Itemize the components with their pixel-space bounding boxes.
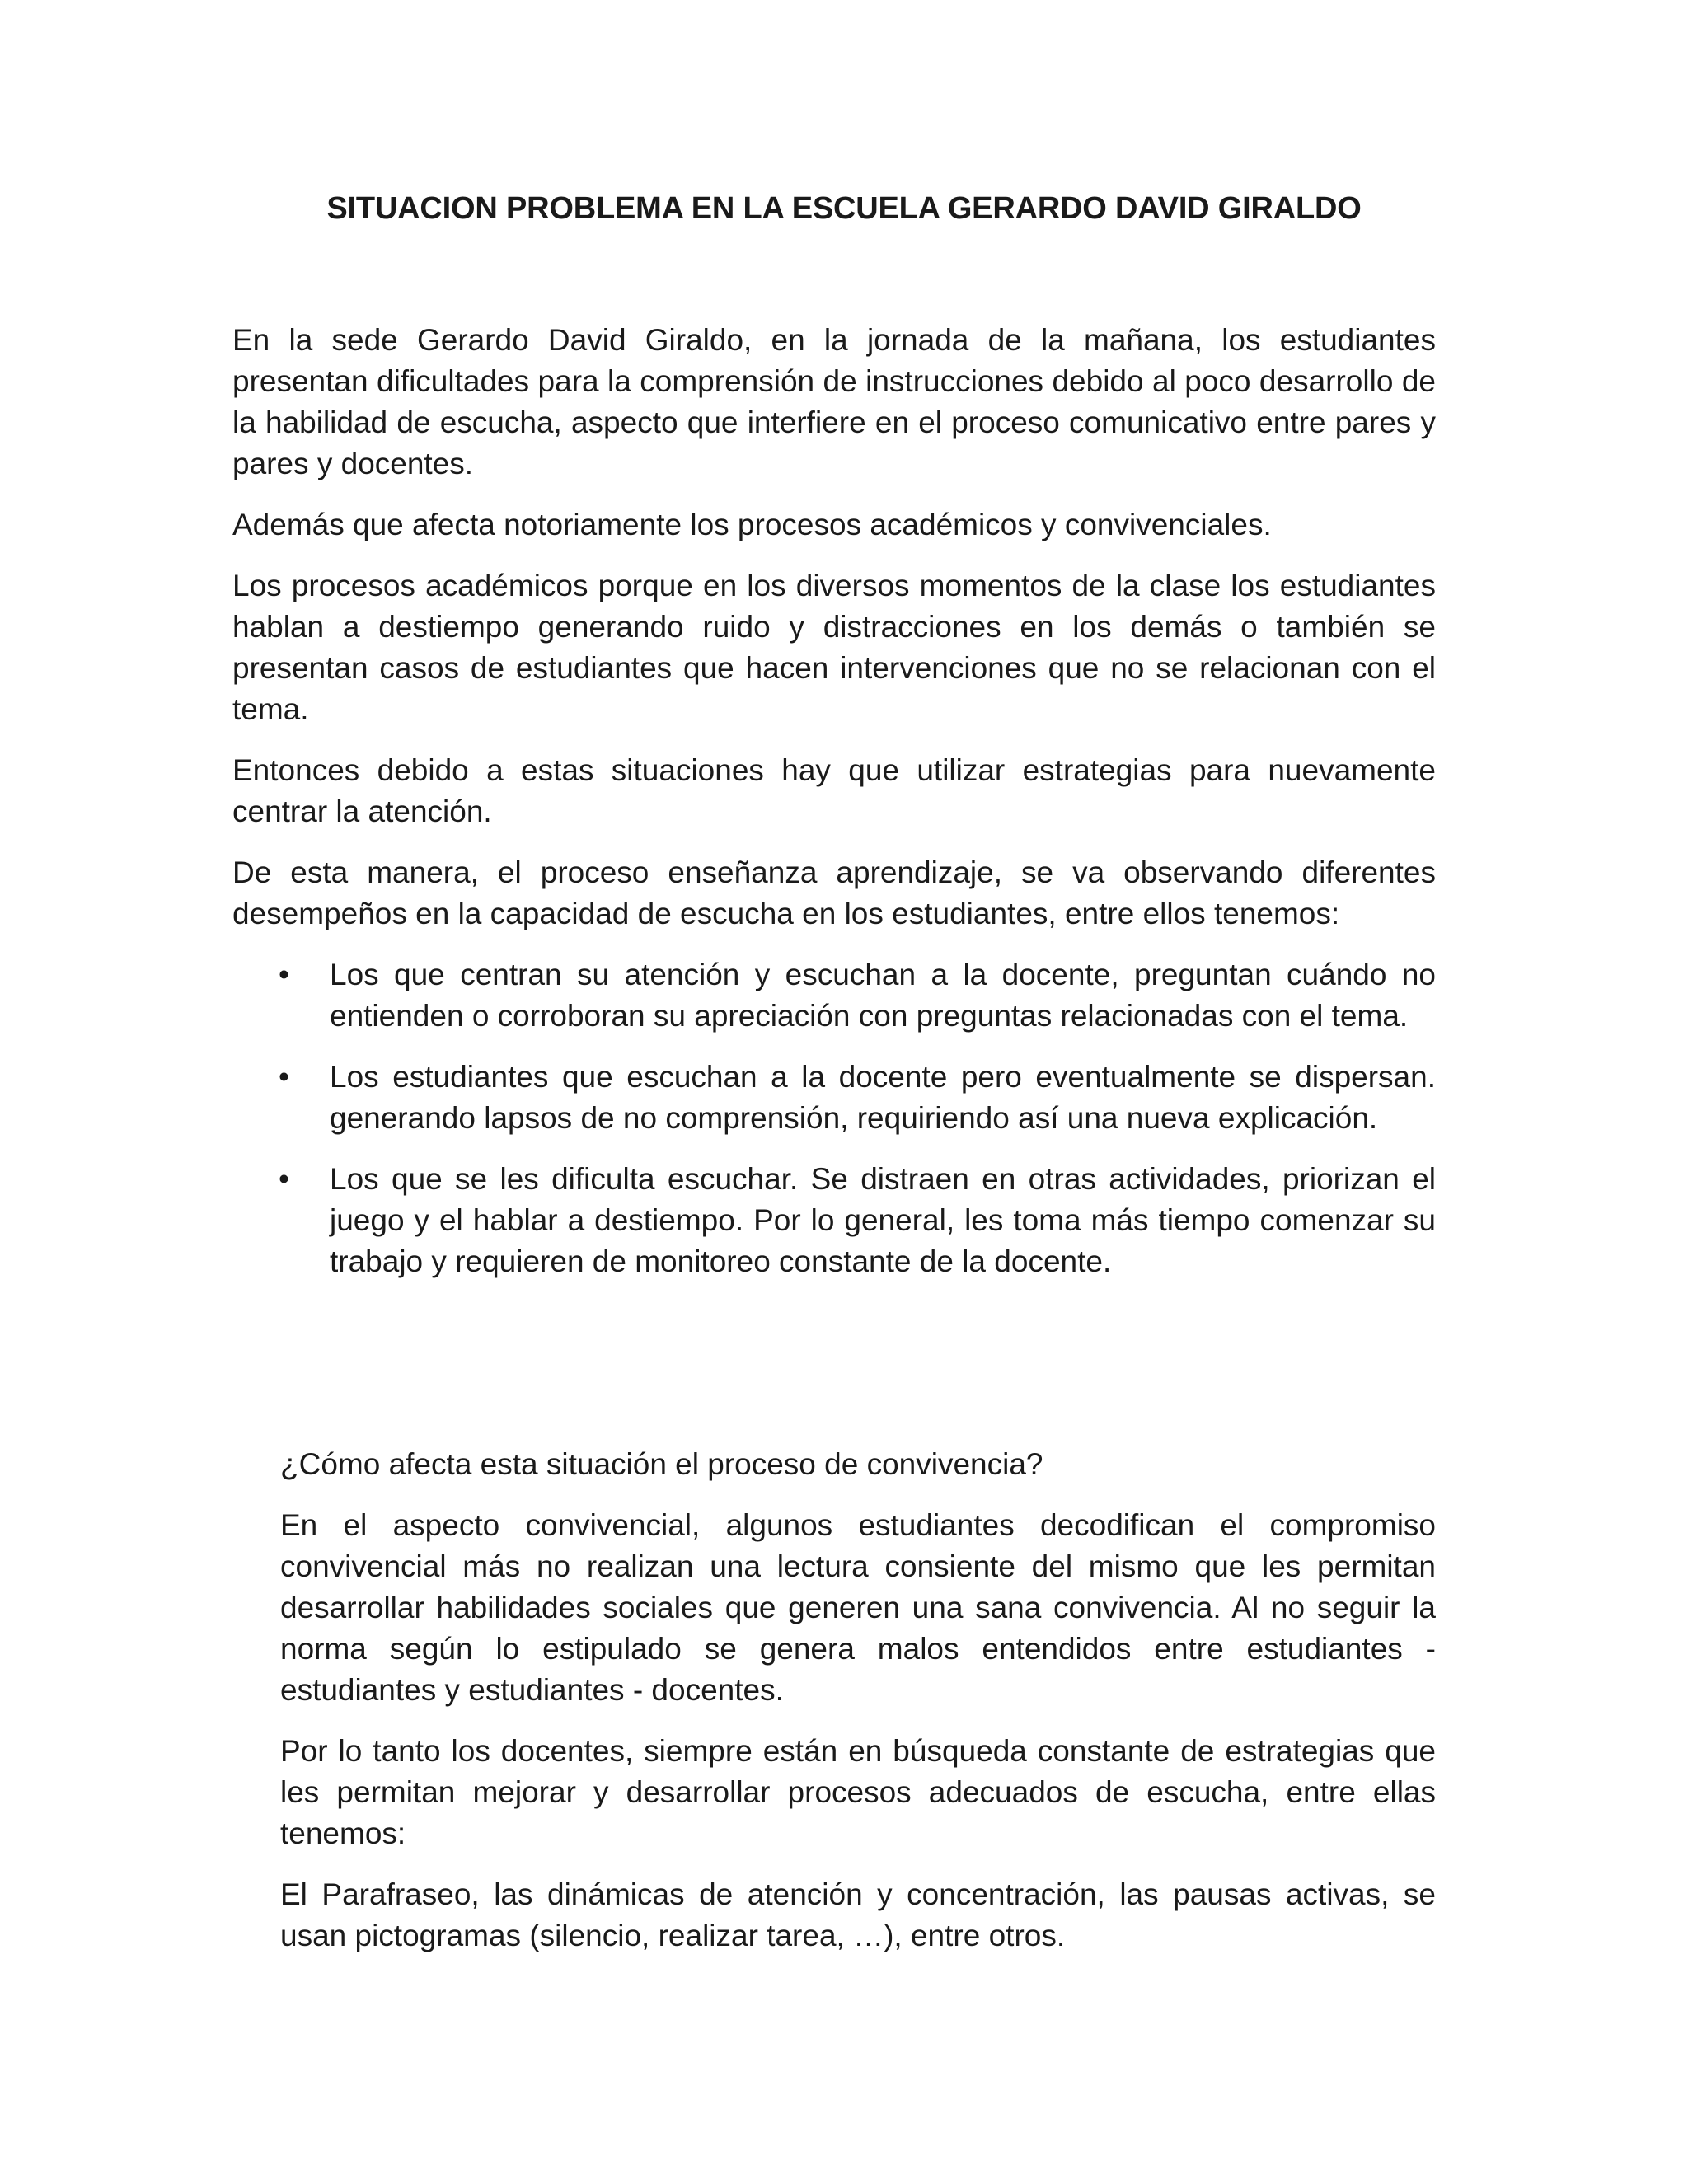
bullet-icon: • (279, 958, 289, 991)
paragraph-academic: Los procesos académicos porque en los diversos momentos de la clase los estudiantes hablan a destiempo generando ruido y distracciones en los demás o también se presentan casos de estudiantes que hacen intervenciones que no se relacionan con el tema. (232, 569, 1436, 726)
paragraph-strategies: Entonces debido a estas situaciones hay que utilizar estrategias para nuevamente centrar la atención. (232, 753, 1436, 828)
paragraph-parafraseo: El Parafraseo, las dinámicas de atención y concentración, las pausas activas, se usan pictogramas (silencio, realizar tarea, …), entre otros. (280, 1877, 1436, 1952)
bullet-icon: • (279, 1060, 289, 1094)
bullet-icon: • (279, 1162, 289, 1196)
document-title: SITUACION PROBLEMA EN LA ESCUELA GERARDO DAVID GIRALDO (326, 191, 1362, 226)
bullet-list (232, 954, 1436, 1282)
list-item (232, 1057, 1436, 1139)
convivencia-section (280, 1444, 1436, 1976)
paragraph-intro: En la sede Gerardo David Giraldo, en la jornada de la mañana, los estudiantes presentan dificultades para la comprensión de instrucciones debido al poco desarrollo de la habilidad de escucha, aspecto que interfiere en el proceso comunicativo entre pares y pares y docentes. (232, 323, 1436, 480)
list-item-text: Los estudiantes que escuchan a la docente pero eventualmente se dispersan. generando lapsos de no comprensión, requiriendo así una nueva explicación. (330, 1060, 1436, 1135)
paragraph-effects: Además que afecta notoriamente los procesos académicos y convivenciales. (232, 508, 1272, 541)
list-item (232, 954, 1436, 1037)
section-question: ¿Cómo afecta esta situación el proceso de convivencia? (280, 1447, 1043, 1481)
document-body (232, 320, 1436, 1302)
list-item-text: Los que centran su atención y escuchan a la docente, preguntan cuándo no entienden o corroboran su apreciación con preguntas relacionadas con el tema. (330, 958, 1436, 1033)
paragraph-docentes: Por lo tanto los docentes, siempre están en búsqueda constante de estrategias que les permitan mejorar y desarrollar procesos adecuados de escucha, entre ellas tenemos: (280, 1734, 1436, 1850)
paragraph-performance: De esta manera, el proceso enseñanza aprendizaje, se va observando diferentes desempeños en la capacidad de escucha en los estudiantes, entre ellos tenemos: (232, 855, 1436, 930)
list-item (232, 1159, 1436, 1282)
paragraph-convivencial: En el aspecto convivencial, algunos estudiantes decodifican el compromiso convivencial más no realizan una lectura consiente del mismo que les permitan desarrollar habilidades sociales que generen una sana convivencia. Al no seguir la norma según lo estipulado se genera malos entendidos entre estudiantes - estudiantes y estudiantes - docentes. (280, 1508, 1436, 1707)
list-item-text: Los que se les dificulta escuchar. Se distraen en otras actividades, priorizan el juego y el hablar a destiempo. Por lo general, les toma más tiempo comenzar su trabajo y requieren de monitoreo constante de la docente. (330, 1162, 1436, 1278)
